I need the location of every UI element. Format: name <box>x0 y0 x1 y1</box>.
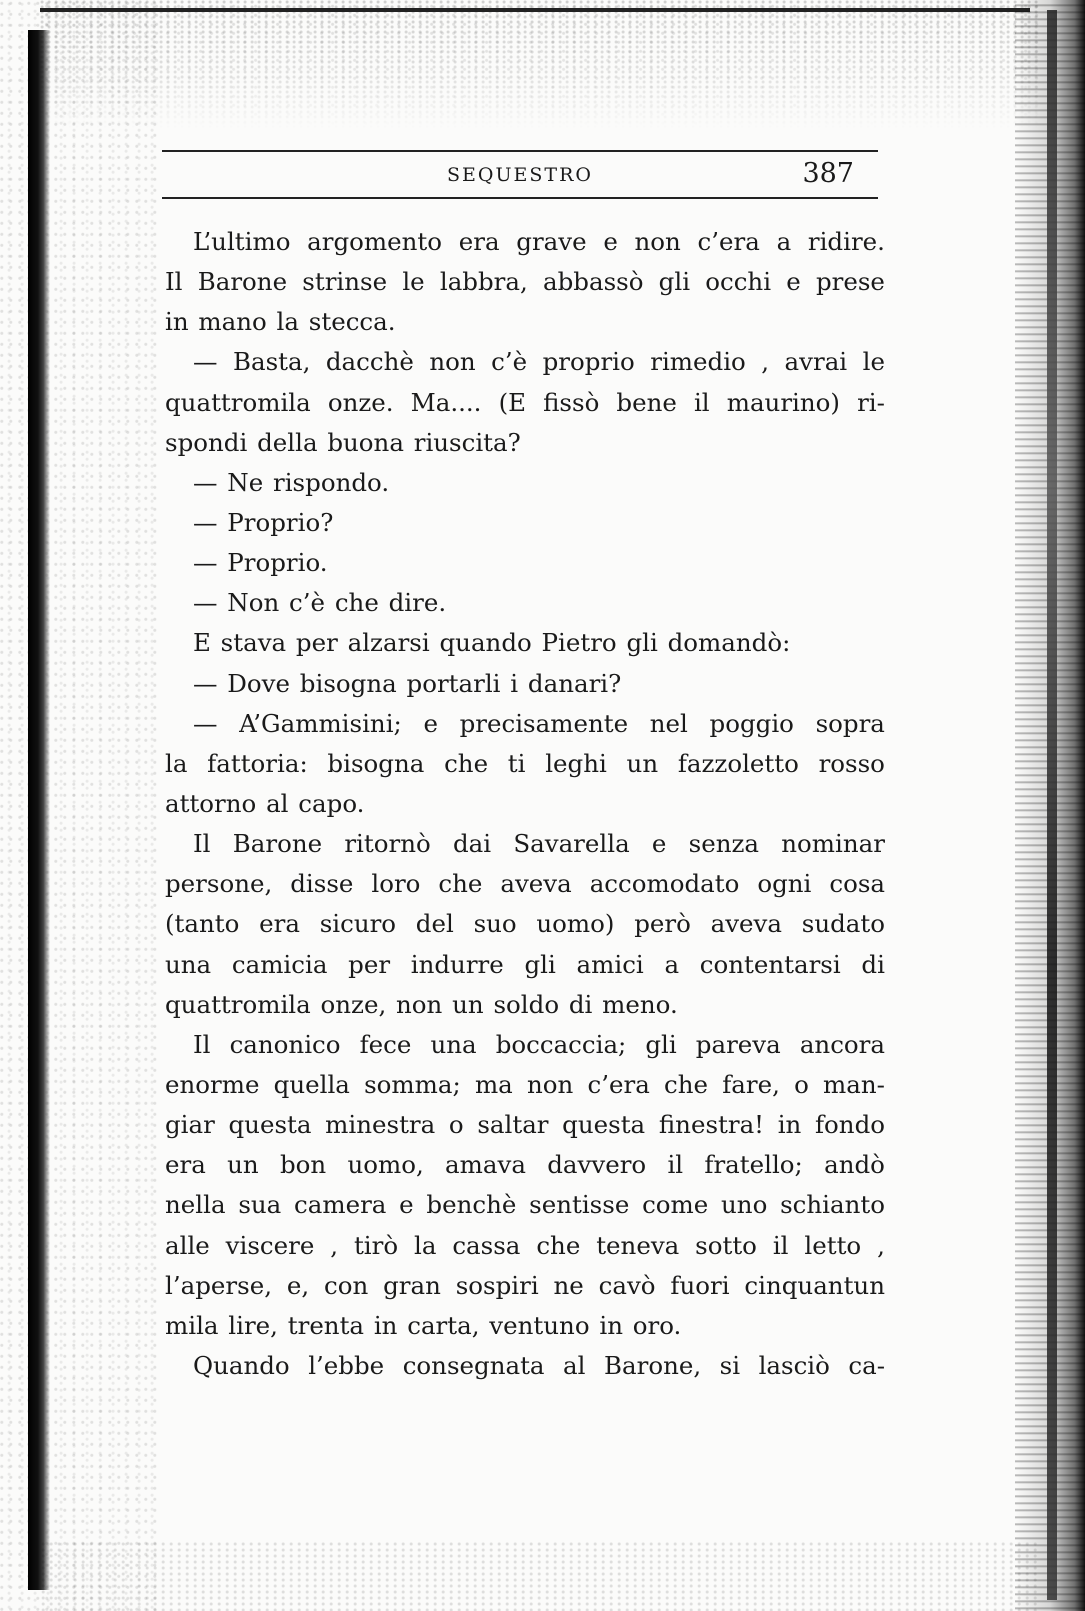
text-line: Il canonico fece una boccaccia; gli pareva ancora <box>193 1029 885 1059</box>
text-line: — A’Gammisini; e precisamente nel poggio sopra <box>193 708 885 738</box>
text-line: quattromila onze. Ma.... (E fissò bene il maurino) ri- <box>165 387 885 417</box>
text-line: quattromila onze, non un soldo di meno. <box>165 989 678 1019</box>
text-line: era un bon uomo, amava davvero il fratello; andò <box>165 1150 885 1180</box>
text-line: (tanto era sicuro del suo uomo) però aveva sudato <box>165 909 885 939</box>
running-head <box>162 158 878 192</box>
running-title: SEQUESTRO <box>447 164 593 186</box>
text-line: enorme quella somma; ma non c’era che fare, o man- <box>165 1069 885 1099</box>
text-line: — Ne rispondo. <box>193 467 390 497</box>
header-rule-top <box>162 150 878 152</box>
text-line: attorno al capo. <box>165 788 365 818</box>
text-line: alle viscere , tirò la cassa che teneva sotto il letto , <box>165 1230 885 1260</box>
text-line: L’ultimo argomento era grave e non c’era a ridire. <box>193 227 885 256</box>
header-rule-bottom <box>162 197 878 199</box>
text-line: l’aperse, e, con gran sospiri ne cavò fuori cinquantun <box>165 1270 885 1300</box>
text-line: Il Barone strinse le labbra, abbassò gli occhi e prese <box>165 267 885 297</box>
text-line: — Non c’è che dire. <box>193 588 447 618</box>
text-line: mila lire, trenta in carta, ventuno in oro. <box>165 1310 682 1340</box>
text-line: — Basta, dacchè non c’è proprio rimedio , avrai le <box>193 347 885 377</box>
scan-top-edge <box>40 8 1030 12</box>
body-text <box>165 222 885 1386</box>
text-line: — Dove bisogna portarli i danari? <box>193 668 622 698</box>
text-line: E stava per alzarsi quando Pietro gli domandò: <box>193 628 791 658</box>
text-line: — Proprio? <box>193 507 334 537</box>
text-line: giar questa minestra o saltar questa finestra! in fondo <box>165 1110 885 1140</box>
scan-noise-bottom <box>40 1541 1040 1611</box>
text-line: nella sua camera e benchè sentisse come uno schianto <box>165 1190 885 1220</box>
text-line: Quando l’ebbe consegnata al Barone, si lasciò ca- <box>193 1350 885 1380</box>
page-edge-right <box>1047 10 1057 1600</box>
binding-edge <box>28 30 50 1590</box>
text-line: la fattoria: bisogna che ti leghi un fazzoletto rosso <box>165 748 885 778</box>
text-line: in mano la stecca. <box>165 307 396 337</box>
text-line: persone, disse loro che aveva accomodato ogni cosa <box>165 869 885 899</box>
text-line: Il Barone ritornò dai Savarella e senza nominar <box>193 829 885 859</box>
page-number: 387 <box>802 158 854 189</box>
scan-noise-top <box>40 0 1040 130</box>
text-line: una camicia per indurre gli amici a contentarsi di <box>165 949 885 979</box>
scan-noise-left <box>0 0 160 1611</box>
text-line: — Proprio. <box>193 548 328 578</box>
text-line: spondi della buona riuscita? <box>165 427 521 457</box>
